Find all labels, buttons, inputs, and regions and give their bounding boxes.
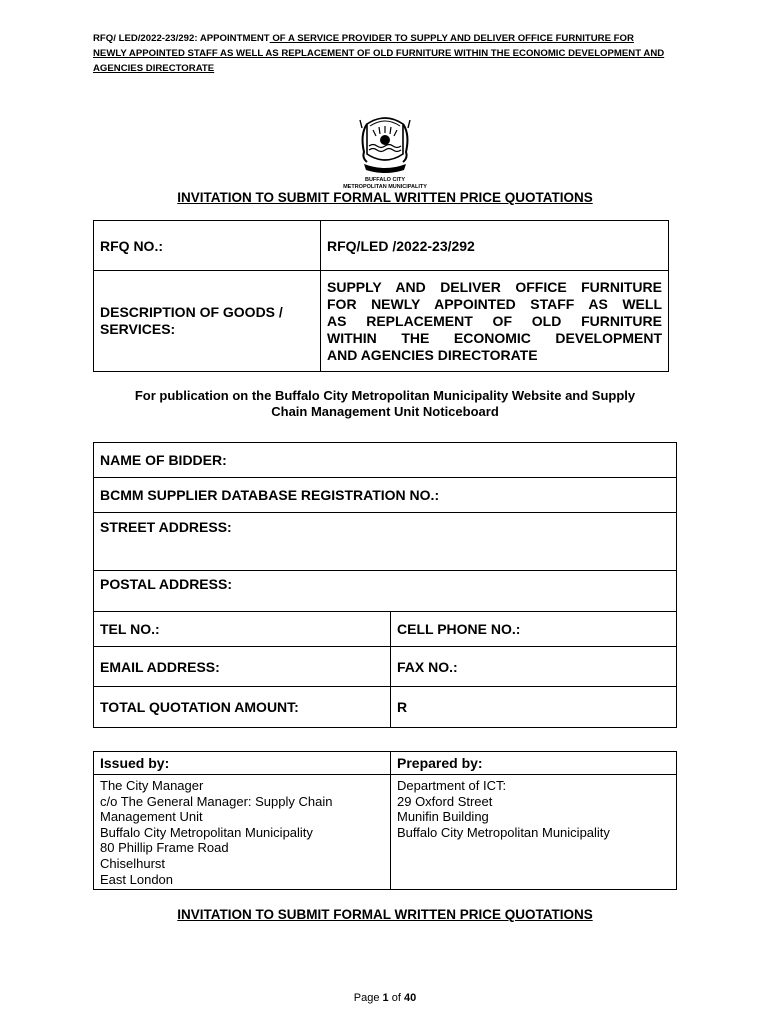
publication-line-1: For publication on the Buffalo City Metropolitan Municipality Website and Supply <box>134 388 636 403</box>
logo-text-1: BUFFALO CITY <box>364 177 406 183</box>
description-line: SUPPLY AND DELIVER OFFICE FURNITURE <box>327 278 662 295</box>
address-line: 29 Oxford Street <box>397 793 493 809</box>
bidder-name-field[interactable]: NAME OF BIDDER: <box>94 443 677 478</box>
postal-address-field[interactable]: POSTAL ADDRESS: <box>94 571 677 612</box>
fax-field[interactable]: FAX NO.: <box>391 647 677 687</box>
address-line: Munifin Building <box>397 809 489 825</box>
address-line: Buffalo City Metropolitan Municipality <box>397 824 610 840</box>
description-line: AS REPLACEMENT OF OLD FURNITURE <box>327 312 662 329</box>
address-line: Management Unit <box>100 809 203 825</box>
municipality-logo <box>340 114 430 190</box>
bottom-title: INVITATION TO SUBMIT FORMAL WRITTEN PRICE QUOTATIONS <box>177 907 593 922</box>
description-line: FOR NEWLY APPOINTED STAFF AS WELL <box>327 295 662 312</box>
header-ref: RFQ/ LED/2022-23/292: APPOINTMENT <box>93 33 270 44</box>
issued-by-table <box>93 751 677 890</box>
issued-by-address <box>94 775 391 890</box>
address-line: Chiselhurst <box>100 855 166 871</box>
page-number: 1 <box>382 992 389 1004</box>
description-line: WITHIN THE ECONOMIC DEVELOPMENT <box>327 329 662 346</box>
description-value <box>321 271 669 372</box>
total-amount-field[interactable]: R <box>391 687 677 728</box>
prepared-by-label: Prepared by: <box>391 752 677 775</box>
header-subject-1: OF A SERVICE PROVIDER TO SUPPLY AND DELIVER OFFICE FURNITURE FOR <box>269 33 634 44</box>
bidder-details-table <box>93 442 677 728</box>
total-amount-label: TOTAL QUOTATION AMOUNT: <box>94 687 391 728</box>
cell-phone-field[interactable]: CELL PHONE NO.: <box>391 612 677 647</box>
address-line: c/o The General Manager: Supply Chain <box>100 793 333 809</box>
address-line: Buffalo City Metropolitan Municipality <box>100 824 313 840</box>
page-word: Page <box>353 992 380 1004</box>
supplier-registration-field[interactable]: BCMM SUPPLIER DATABASE REGISTRATION NO.: <box>94 478 677 513</box>
total-pages: 40 <box>403 992 417 1004</box>
email-field[interactable]: EMAIL ADDRESS: <box>94 647 391 687</box>
prepared-by-address <box>391 775 677 890</box>
header-subject-3: AGENCIES DIRECTORATE <box>93 63 215 74</box>
address-line: 80 Phillip Frame Road <box>100 840 229 856</box>
of-word: of <box>391 992 401 1004</box>
rfq-no-label: RFQ NO.: <box>94 221 321 271</box>
page-title: INVITATION TO SUBMIT FORMAL WRITTEN PRICE QUOTATIONS <box>177 190 593 205</box>
tel-field[interactable]: TEL NO.: <box>94 612 391 647</box>
logo-text-2: METROPOLITAN MUNICIPALITY <box>343 184 427 190</box>
document-header <box>93 31 683 76</box>
rfq-no-value: RFQ/LED /2022-23/292 <box>321 221 669 271</box>
header-subject-2: NEWLY APPOINTED STAFF AS WELL AS REPLACEMENT OF OLD FURNITURE WITHIN THE ECONOMIC DEVELOPMENT AND <box>93 48 665 59</box>
address-line: The City Manager <box>100 778 204 793</box>
issued-by-label: Issued by: <box>94 752 391 775</box>
rfq-table <box>93 220 669 372</box>
street-address-field[interactable]: STREET ADDRESS: <box>94 513 677 571</box>
description-label: DESCRIPTION OF GOODS / SERVICES: <box>94 271 321 372</box>
address-line: East London <box>100 871 174 887</box>
description-line: AND AGENCIES DIRECTORATE <box>327 346 538 363</box>
publication-note <box>93 388 677 420</box>
address-line: Department of ICT: <box>397 778 507 793</box>
publication-line-2: Chain Management Unit Noticeboard <box>271 404 499 419</box>
page-footer <box>0 992 770 1004</box>
